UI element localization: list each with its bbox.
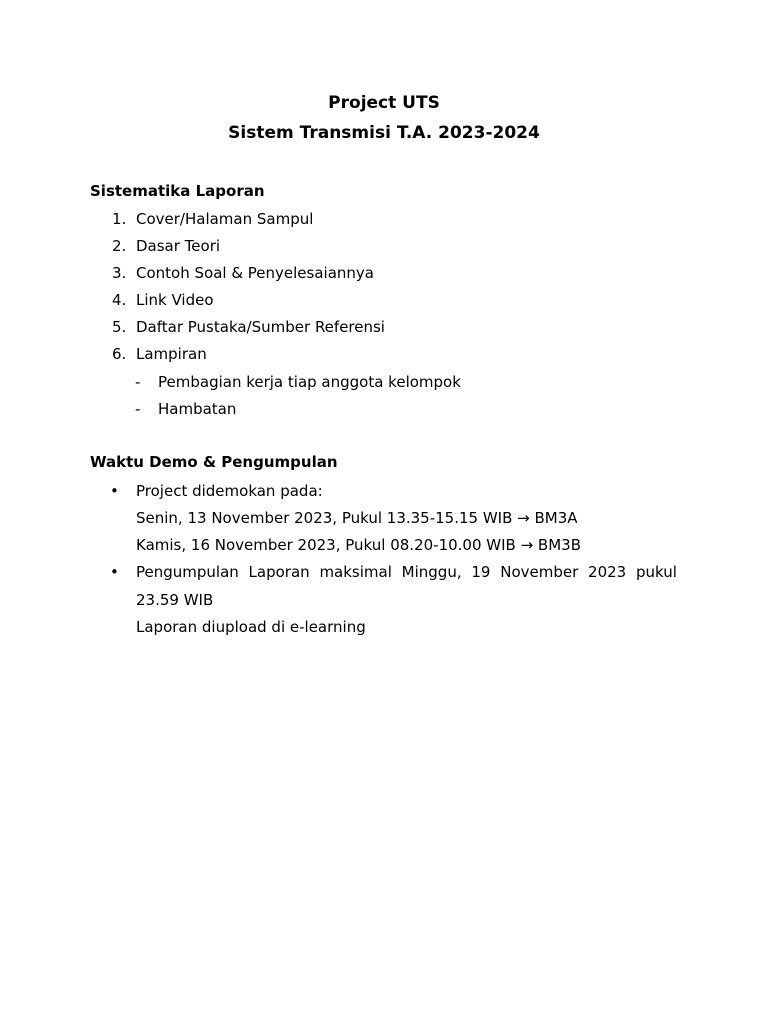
list-number: 2. xyxy=(112,237,127,255)
word: Laporan xyxy=(248,563,310,581)
sublist-marker: - xyxy=(135,373,141,391)
list-item: Contoh Soal & Penyelesaiannya xyxy=(136,264,374,282)
document-subtitle: Sistem Transmisi T.A. 2023-2024 xyxy=(228,123,540,143)
schedule-line-bm3a: Senin, 13 November 2023, Pukul 13.35-15.15 WIB → BM3A xyxy=(136,509,578,527)
list-number: 1. xyxy=(112,210,127,228)
schedule-line-bm3b: Kamis, 16 November 2023, Pukul 08.20-10.00 WIB → BM3B xyxy=(136,536,581,554)
document-title: Project UTS xyxy=(328,93,440,113)
submission-deadline-line xyxy=(136,562,677,582)
word: 19 xyxy=(471,563,491,581)
word: 2023 xyxy=(588,563,627,581)
word: Pengumpulan xyxy=(136,563,239,581)
list-item: Daftar Pustaka/Sumber Referensi xyxy=(136,318,385,336)
bullet-icon: • xyxy=(110,563,119,581)
list-number: 5. xyxy=(112,318,127,336)
list-item: Link Video xyxy=(136,291,214,309)
bullet-icon: • xyxy=(110,482,119,500)
list-number: 3. xyxy=(112,264,127,282)
list-item: Dasar Teori xyxy=(136,237,221,255)
list-item: Lampiran xyxy=(136,345,207,363)
sublist-item: Pembagian kerja tiap anggota kelompok xyxy=(158,373,461,391)
word: Minggu, xyxy=(401,563,462,581)
word: November xyxy=(500,563,579,581)
list-number: 4. xyxy=(112,291,127,309)
submission-time: 23.59 WIB xyxy=(136,591,214,609)
sublist-marker: - xyxy=(135,400,141,418)
bullet-text: Project didemokan pada: xyxy=(136,482,323,500)
word: pukul xyxy=(635,563,677,581)
section-heading-waktu-demo: Waktu Demo & Pengumpulan xyxy=(90,453,338,471)
section-heading-sistematika: Sistematika Laporan xyxy=(90,182,265,200)
sublist-item: Hambatan xyxy=(158,400,237,418)
list-item: Cover/Halaman Sampul xyxy=(136,210,314,228)
list-number: 6. xyxy=(112,345,127,363)
word: maksimal xyxy=(319,563,392,581)
upload-note: Laporan diupload di e-learning xyxy=(136,618,366,636)
